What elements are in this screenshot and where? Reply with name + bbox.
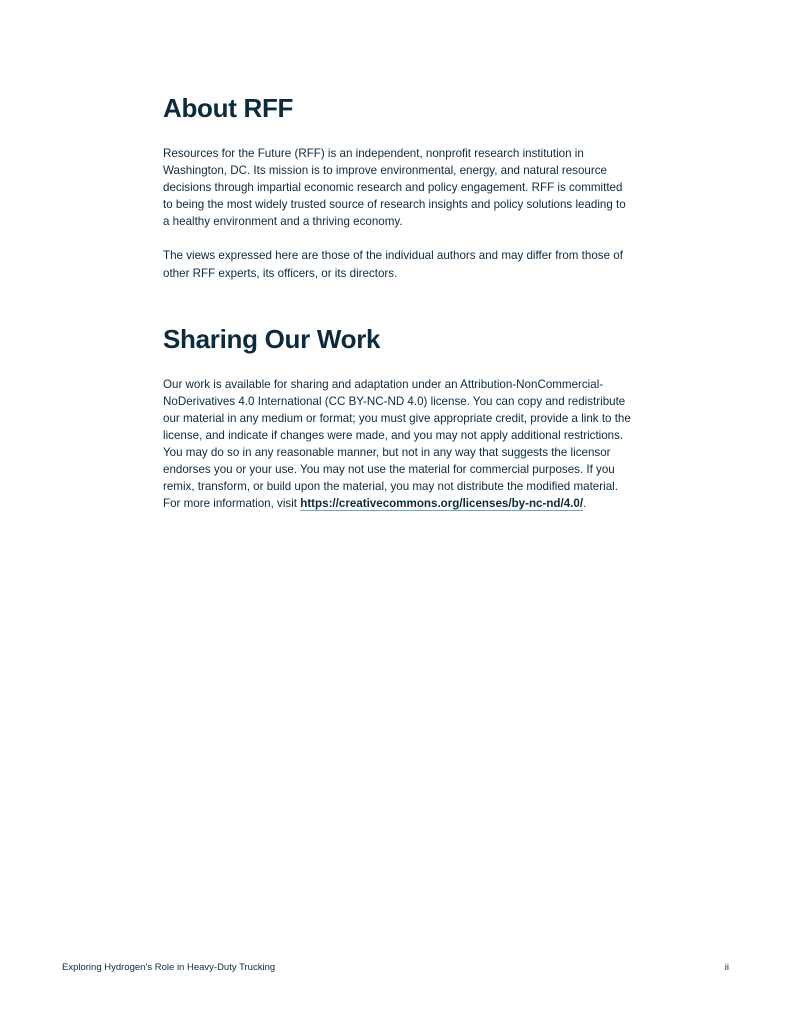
sharing-heading: Sharing Our Work bbox=[163, 323, 381, 354]
page-content bbox=[163, 88, 633, 512]
sharing-paragraph bbox=[163, 376, 633, 513]
sharing-body-text: Our work is available for sharing and adaptation under an Attribution-NonCommercial-NoDerivatives 4.0 International (CC BY-NC-ND 4.0) license. You can copy and redistribute our material in any medium or format; you must give appropriate credit, provide a link to the license, and indicate if changes were made, and you may not apply additional restrictions. You may do so in any reasonable manner, but not in any way that suggests the licensor endorses you or your use. You may not use the material for commercial purposes. If you remix, transform, or build upon the material, you may not distribute the modified material. For more information, visit bbox=[163, 377, 631, 511]
sharing-end-period: . bbox=[583, 497, 587, 511]
about-paragraph-1: Resources for the Future (RFF) is an independent, nonprofit research institution in Washington, DC. Its mission is to improve environmental, energy, and natural resource decisions through impartial economic research and policy engagement. RFF is committed to being the most widely trusted source of research insights and policy solutions leading to a healthy environment and a thriving economy. bbox=[163, 147, 626, 229]
license-link[interactable]: https://creativecommons.org/licenses/by-nc-nd/4.0/ bbox=[300, 497, 584, 511]
about-paragraph-2: The views expressed here are those of the individual authors and may differ from those of other RFF experts, its officers, or its directors. bbox=[163, 249, 623, 280]
footer-page-number: ii bbox=[724, 962, 729, 973]
about-heading: About RFF bbox=[163, 93, 294, 123]
footer-document-title: Exploring Hydrogen’s Role in Heavy-Duty Trucking bbox=[62, 962, 276, 973]
